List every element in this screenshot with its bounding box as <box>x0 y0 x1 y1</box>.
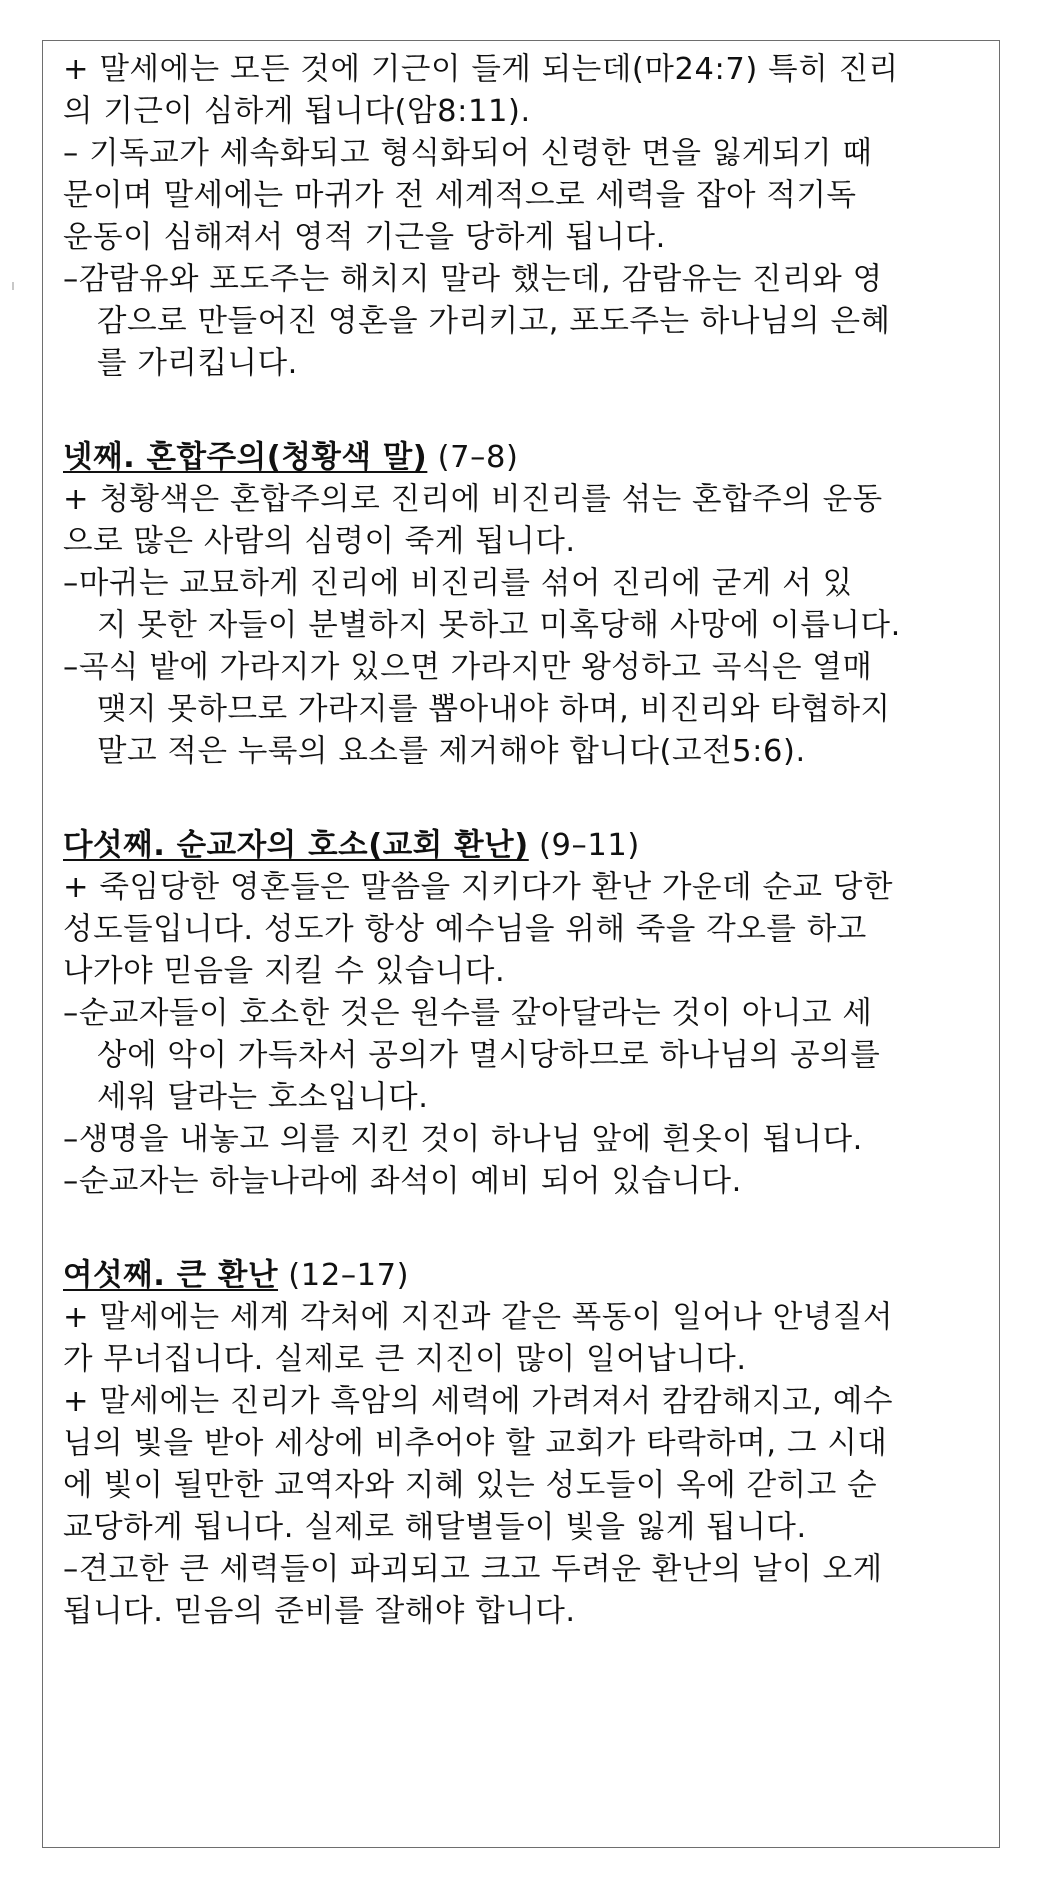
text-line: 운동이 심해져서 영적 기근을 당하게 됩니다. <box>63 220 666 255</box>
text-line: 님의 빛을 받아 세상에 비추어야 할 교회가 타락하며, 그 시대 <box>63 1426 888 1461</box>
text-line: + 죽임당한 영혼들은 말씀을 지키다가 환난 가운데 순교 당한 <box>63 870 894 905</box>
text-line: 됩니다. 믿음의 준비를 잘해야 합니다. <box>63 1594 576 1629</box>
section-gap <box>63 1203 977 1255</box>
text-line: 말고 적은 누룩의 요소를 제거해야 합니다(고전5:6). <box>97 734 806 769</box>
text-line: –곡식 밭에 가라지가 있으면 가라지만 왕성하고 곡식은 열매 <box>63 650 873 685</box>
text-line: –견고한 큰 세력들이 파괴되고 크고 두려운 환난의 날이 오게 <box>63 1552 883 1587</box>
text-line: 가 무너집니다. 실제로 큰 지진이 많이 일어납니다. <box>63 1342 747 1377</box>
scan-mark <box>12 282 14 290</box>
text-line: 상에 악이 가득차서 공의가 멸시당하므로 하나님의 공의를 <box>97 1038 881 1073</box>
section-title: 넷째. 혼합주의(청황색 말) <box>63 440 428 475</box>
text-line: 의 기근이 심하게 됩니다(암8:11). <box>63 94 531 129</box>
section-ref: (7–8) <box>427 440 519 475</box>
text-line: 를 가리킵니다. <box>97 346 298 381</box>
text-line: 교당하게 됩니다. 실제로 해달별들이 빛을 잃게 됩니다. <box>63 1510 807 1545</box>
text-line: + 말세에는 모든 것에 기근이 들게 되는데(마24:7) 특히 진리 <box>63 52 899 87</box>
text-line: 감으로 만들어진 영혼을 가리키고, 포도주는 하나님의 은혜 <box>97 304 891 339</box>
text-line: –감람유와 포도주는 해치지 말라 했는데, 감람유는 진리와 영 <box>63 262 883 297</box>
text-line: 문이며 말세에는 마귀가 전 세계적으로 세력을 잡아 적기독 <box>63 178 857 213</box>
text-line: 성도들입니다. 성도가 항상 예수님을 위해 죽을 각오를 하고 <box>63 912 867 947</box>
intro-block <box>63 49 977 385</box>
section-fourth <box>63 437 977 773</box>
text-line: –마귀는 교묘하게 진리에 비진리를 섞어 진리에 굳게 서 있 <box>63 566 853 601</box>
section-heading <box>63 825 977 867</box>
text-line: 세워 달라는 호소입니다. <box>97 1080 429 1115</box>
text-line: –순교자들이 호소한 것은 원수를 갚아달라는 것이 아니고 세 <box>63 996 873 1031</box>
text-line: –생명을 내놓고 의를 지킨 것이 하나님 앞에 흰옷이 됩니다. <box>63 1122 863 1157</box>
text-line: 에 빛이 될만한 교역자와 지혜 있는 성도들이 옥에 갇히고 순 <box>63 1468 878 1503</box>
text-line: + 말세에는 세계 각처에 지진과 같은 폭동이 일어나 안녕질서 <box>63 1300 894 1335</box>
text-line: + 말세에는 진리가 흑암의 세력에 가려져서 캄캄해지고, 예수 <box>63 1384 894 1419</box>
text-line: 맺지 못하므로 가라지를 뽑아내야 하며, 비진리와 타협하지 <box>97 692 891 727</box>
text-line: 나가야 믿음을 지킬 수 있습니다. <box>63 954 506 989</box>
text-line: –순교자는 하늘나라에 좌석이 예비 되어 있습니다. <box>63 1164 742 1199</box>
section-title: 여섯째. 큰 환난 <box>63 1258 279 1293</box>
text-line: + 청황색은 혼합주의로 진리에 비진리를 섞는 혼합주의 운동 <box>63 482 883 517</box>
section-heading <box>63 1255 977 1297</box>
section-gap <box>63 773 977 825</box>
section-ref: (9–11) <box>528 828 640 863</box>
section-heading <box>63 437 977 479</box>
text-line: 지 못한 자들이 분별하지 못하고 미혹당해 사망에 이릅니다. <box>97 608 901 643</box>
section-title: 다섯째. 순교자의 호소(교회 환난) <box>63 828 529 863</box>
section-ref: (12–17) <box>278 1258 410 1293</box>
section-fifth <box>63 825 977 1203</box>
document-box <box>42 40 1000 1848</box>
section-gap <box>63 385 977 437</box>
text-line: 으로 많은 사람의 심령이 죽게 됩니다. <box>63 524 576 559</box>
section-sixth <box>63 1255 977 1633</box>
text-line: – 기독교가 세속화되고 형식화되어 신령한 면을 잃게되기 때 <box>63 136 873 171</box>
